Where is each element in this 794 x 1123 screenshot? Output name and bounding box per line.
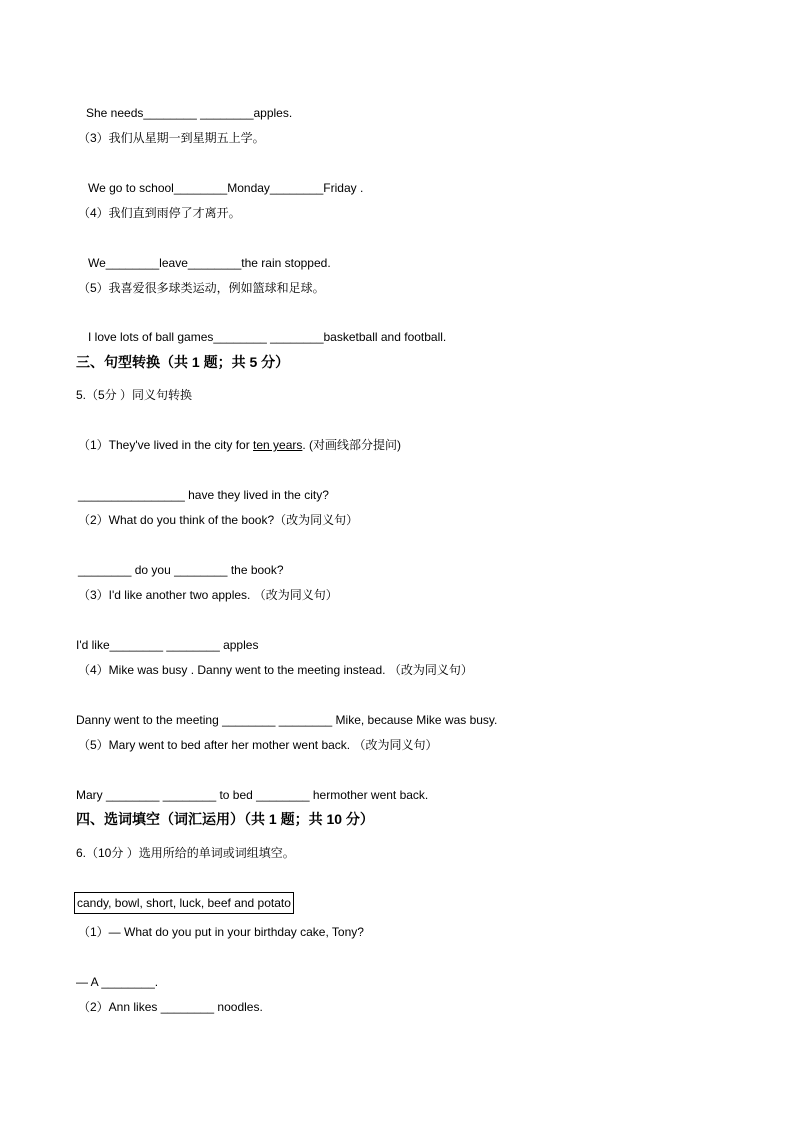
question-4-prompt: （4）我们直到雨停了才离开。 [78,206,241,220]
underlined-phrase: ten years [253,438,303,452]
sub-question-5-3: （3）I'd like another two apples. （改为同义句） [78,588,338,602]
answer-line-3: We go to school________Monday________Friday . [88,181,364,195]
answer-line-5-1: ________________ have they lived in the city? [78,488,329,502]
sub-question-6-2: （2）Ann likes ________ noodles. [78,1000,263,1014]
question-5-prompt: （5）我喜爱很多球类运动，例如篮球和足球。 [78,281,325,295]
sub-question-5-1: （1）They've lived in the city for ten years. (对画线部分提问) [78,438,402,452]
sub-question-5-5: （5）Mary went to bed after her mother went back. （改为同义句） [78,738,438,752]
sub-question-5-4: （4）Mike was busy . Danny went to the meeting instead. （改为同义句） [78,663,473,677]
question-5-title: 5.（5分 ）同义句转换 [76,388,193,402]
answer-line-5-3: I'd like________ ________ apples [76,638,259,652]
sub-question-6-1: （1）— What do you put in your birthday cake, Tony? [78,925,364,939]
question-6-title: 6.（10分 ）选用所给的单词或词组填空。 [76,846,295,860]
question-3-prompt: （3）我们从星期一到星期五上学。 [78,131,265,145]
answer-line-5-5: Mary ________ ________ to bed ________ hermother went back. [76,788,429,802]
answer-line-2: She needs________ ________apples. [86,106,293,120]
section-heading-4: 四、选词填空（词汇运用）（共 1 题；共 10 分） [76,811,374,827]
answer-line-4: We________leave________the rain stopped. [88,256,331,270]
sub-question-5-2: （2）What do you think of the book?（改为同义句） [78,513,359,527]
word-bank-box: candy, bowl, short, luck, beef and potato [74,892,294,914]
answer-line-5-4: Danny went to the meeting ________ ________ Mike, because Mike was busy. [76,713,498,727]
section-heading-3: 三、句型转换（共 1 题；共 5 分） [76,354,290,370]
answer-line-5: I love lots of ball games________ ________basketball and football. [88,330,447,344]
answer-line-5-2: ________ do you ________ the book? [78,563,284,577]
answer-line-6-1: — A ________. [76,975,159,989]
